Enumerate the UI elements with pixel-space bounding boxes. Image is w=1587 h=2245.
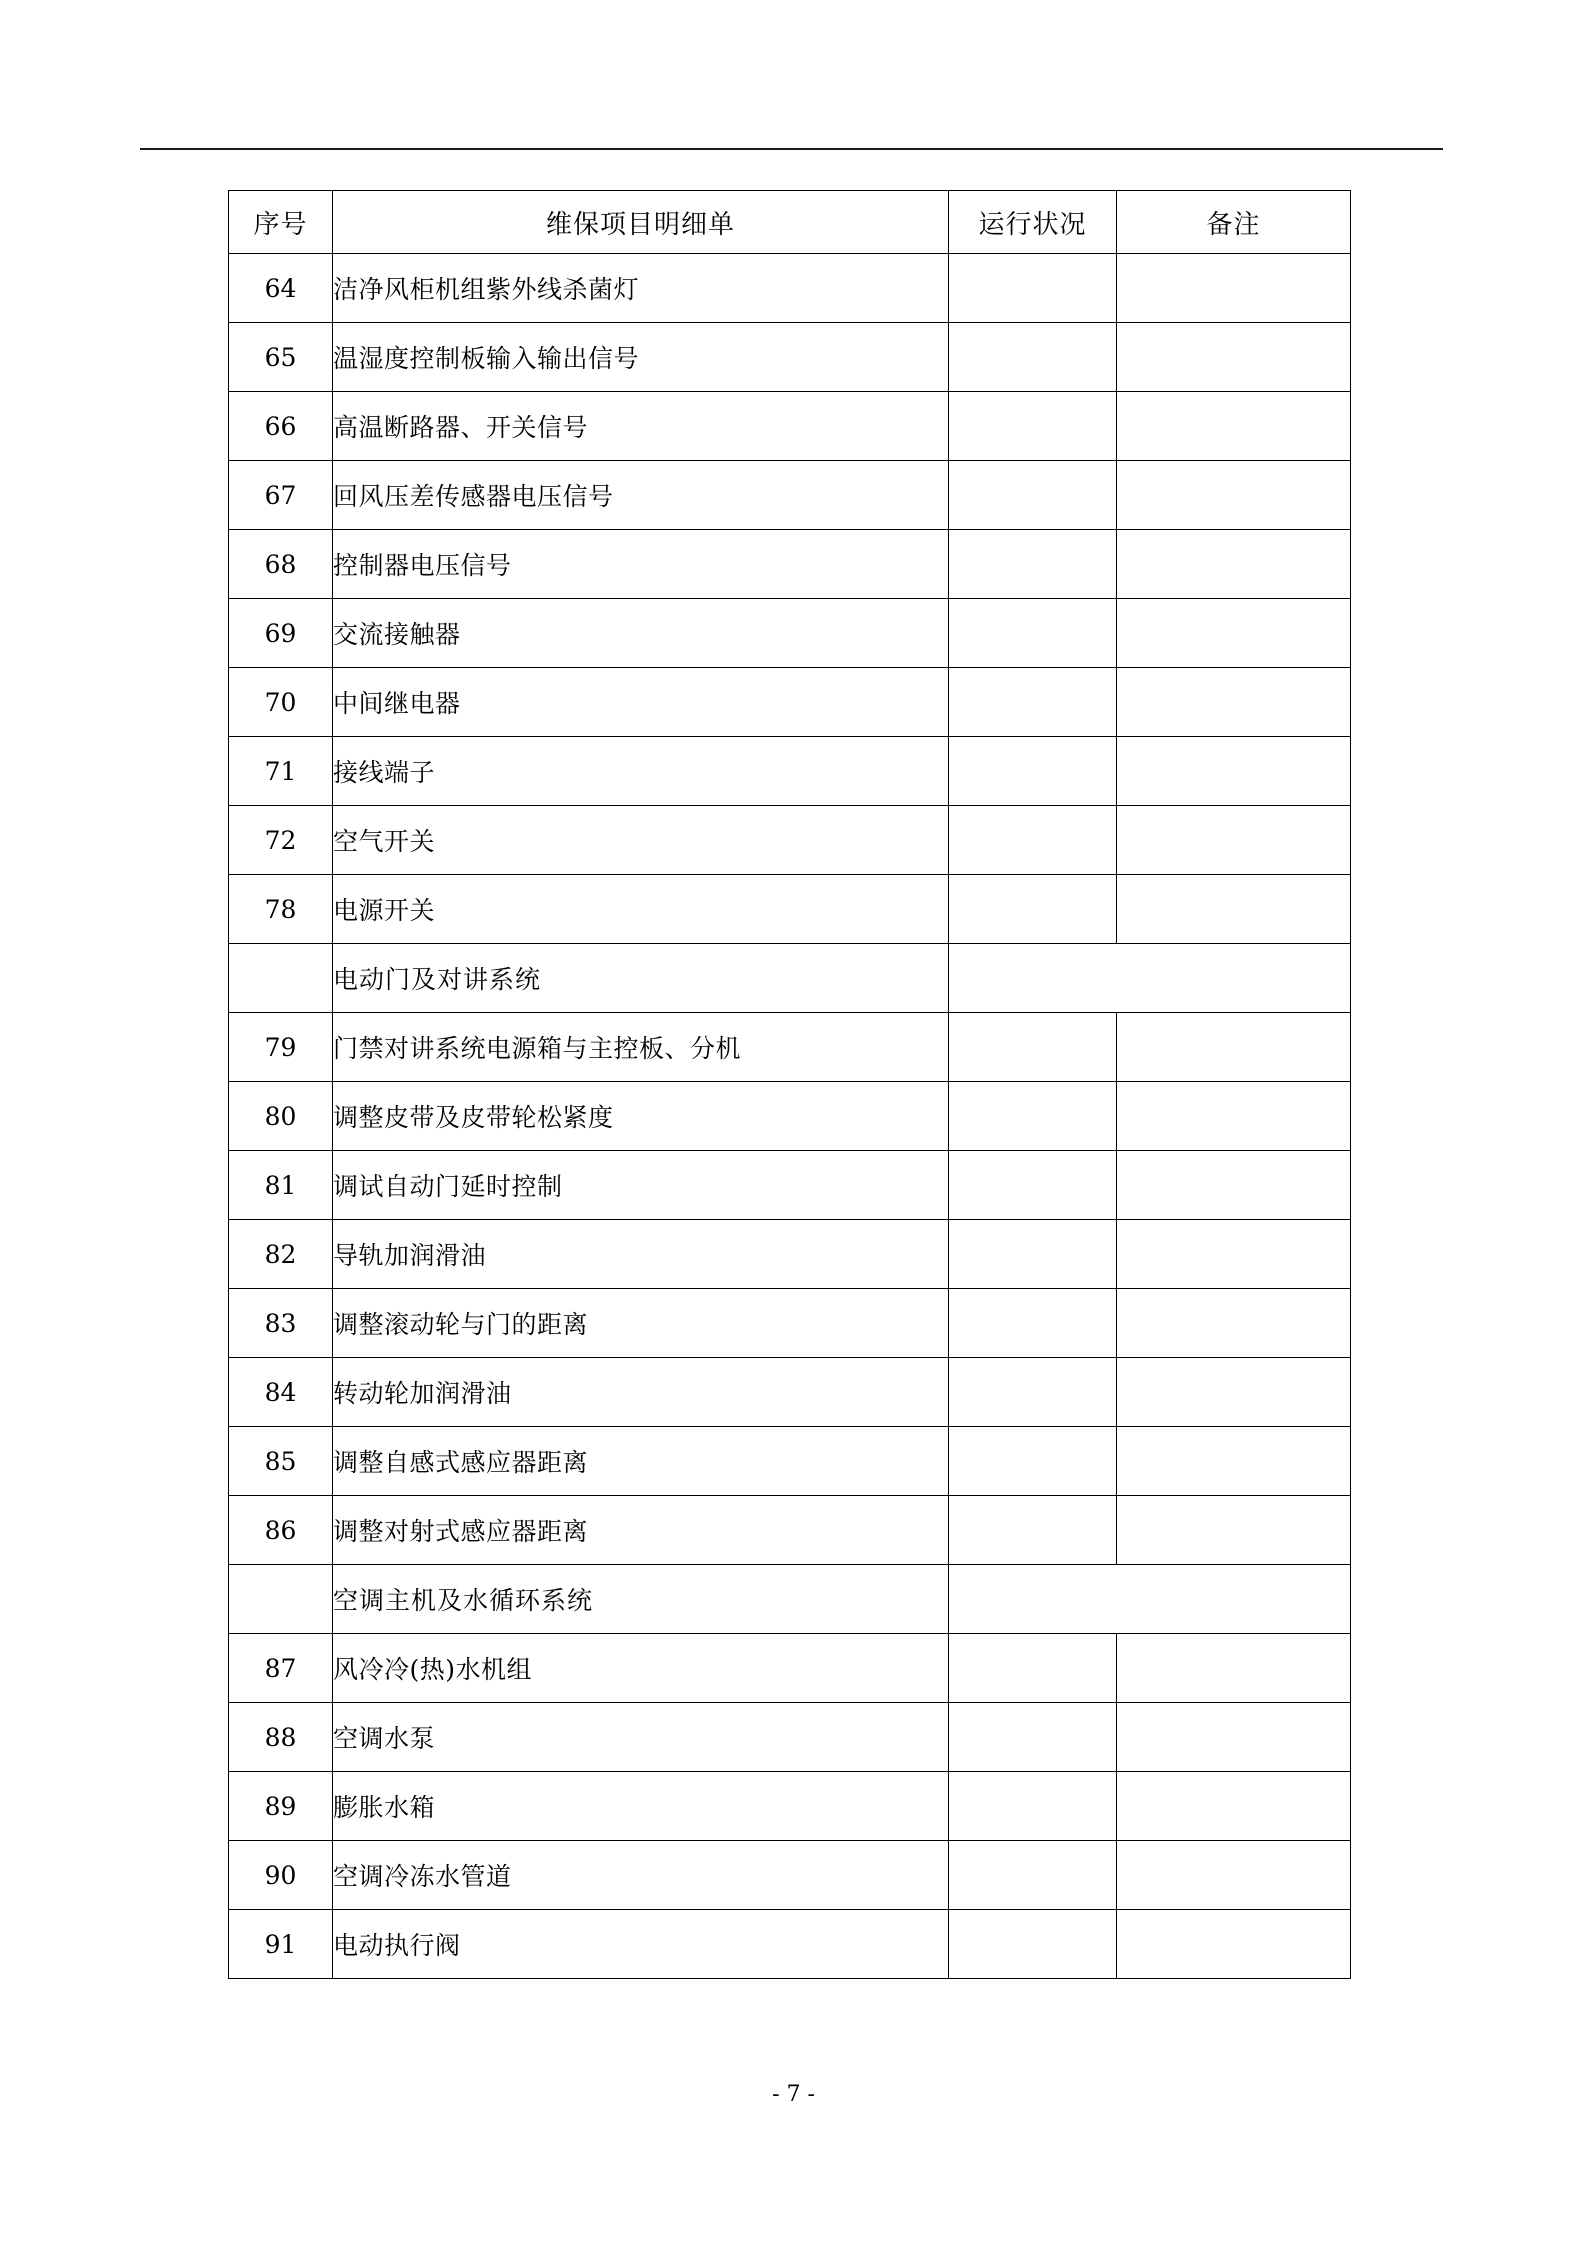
cell-no: 81 [229,1151,333,1220]
cell-item: 空气开关 [333,806,949,875]
cell-no: 89 [229,1772,333,1841]
table-header-row [229,191,1351,254]
cell-no: 84 [229,1358,333,1427]
table-row [229,668,1351,737]
cell-no: 86 [229,1496,333,1565]
cell-remark[interactable] [1117,530,1351,599]
cell-item: 风冷冷(热)水机组 [333,1634,949,1703]
cell-status[interactable] [949,1634,1117,1703]
cell-item: 门禁对讲系统电源箱与主控板、分机 [333,1013,949,1082]
cell-status[interactable] [949,806,1117,875]
cell-no: 91 [229,1910,333,1979]
cell-remark[interactable] [1117,737,1351,806]
cell-item: 洁净风柜机组紫外线杀菌灯 [333,254,949,323]
cell-no: 65 [229,323,333,392]
table-row [229,1358,1351,1427]
cell-status[interactable] [949,1910,1117,1979]
cell-remark[interactable] [1117,668,1351,737]
table-row [229,1841,1351,1910]
header-cell-status: 运行状况 [949,191,1117,254]
table-row [229,323,1351,392]
maintenance-table-container [228,190,1350,1979]
cell-item: 转动轮加润滑油 [333,1358,949,1427]
cell-status[interactable] [949,1427,1117,1496]
cell-item: 温湿度控制板输入输出信号 [333,323,949,392]
cell-item: 调整自感式感应器距离 [333,1427,949,1496]
cell-item: 高温断路器、开关信号 [333,392,949,461]
table-row [229,1772,1351,1841]
cell-remark[interactable] [1117,1220,1351,1289]
cell-status[interactable] [949,461,1117,530]
cell-no: 88 [229,1703,333,1772]
table-row [229,1703,1351,1772]
table-row [229,599,1351,668]
cell-item: 控制器电压信号 [333,530,949,599]
cell-status[interactable] [949,254,1117,323]
cell-item: 空调水泵 [333,1703,949,1772]
cell-no: 87 [229,1634,333,1703]
table-row [229,461,1351,530]
cell-remark[interactable] [1117,1634,1351,1703]
page-number: - 7 - [772,2082,815,2107]
cell-remark[interactable] [1117,1703,1351,1772]
cell-remark[interactable] [1117,323,1351,392]
cell-item: 回风压差传感器电压信号 [333,461,949,530]
cell-status[interactable] [949,392,1117,461]
cell-status[interactable] [949,875,1117,944]
cell-remark[interactable] [1117,1841,1351,1910]
maintenance-table [228,190,1351,1979]
cell-status[interactable] [949,1703,1117,1772]
cell-remark[interactable] [1117,1427,1351,1496]
section-title: 电动门及对讲系统 [333,944,949,1013]
table-row [229,530,1351,599]
cell-remark[interactable] [1117,1910,1351,1979]
cell-no [229,944,333,1013]
cell-item: 导轨加润滑油 [333,1220,949,1289]
cell-no: 68 [229,530,333,599]
cell-item: 调试自动门延时控制 [333,1151,949,1220]
cell-status[interactable] [949,1289,1117,1358]
cell-remark[interactable] [1117,599,1351,668]
table-section-row [229,944,1351,1013]
cell-no: 83 [229,1289,333,1358]
cell-status[interactable] [949,1082,1117,1151]
cell-status[interactable] [949,1496,1117,1565]
cell-item: 空调冷冻水管道 [333,1841,949,1910]
cell-remark[interactable] [1117,1358,1351,1427]
cell-remark[interactable] [1117,1151,1351,1220]
cell-item: 中间继电器 [333,668,949,737]
cell-no: 66 [229,392,333,461]
table-row [229,1013,1351,1082]
cell-no: 79 [229,1013,333,1082]
cell-status[interactable] [949,1772,1117,1841]
cell-remark[interactable] [1117,1289,1351,1358]
cell-remark[interactable] [1117,392,1351,461]
cell-remark[interactable] [1117,461,1351,530]
cell-item: 接线端子 [333,737,949,806]
table-row [229,806,1351,875]
cell-no: 64 [229,254,333,323]
cell-remark[interactable] [1117,254,1351,323]
table-row [229,1634,1351,1703]
table-section-row [229,1565,1351,1634]
cell-item: 交流接触器 [333,599,949,668]
cell-no: 71 [229,737,333,806]
cell-status[interactable] [949,668,1117,737]
cell-remark[interactable] [1117,1013,1351,1082]
cell-no: 82 [229,1220,333,1289]
cell-status[interactable] [949,1013,1117,1082]
cell-remark[interactable] [1117,1082,1351,1151]
header-divider [140,148,1443,150]
section-title: 空调主机及水循环系统 [333,1565,949,1634]
header-cell-no: 序号 [229,191,333,254]
table-row [229,1496,1351,1565]
cell-status[interactable] [949,1565,1351,1634]
cell-status[interactable] [949,1220,1117,1289]
header-cell-item: 维保项目明细单 [333,191,949,254]
cell-remark[interactable] [1117,1772,1351,1841]
cell-status[interactable] [949,944,1351,1013]
cell-status[interactable] [949,323,1117,392]
cell-no: 78 [229,875,333,944]
table-row [229,1220,1351,1289]
cell-item: 电源开关 [333,875,949,944]
table-row [229,1427,1351,1496]
cell-no: 67 [229,461,333,530]
cell-item: 调整滚动轮与门的距离 [333,1289,949,1358]
cell-no: 72 [229,806,333,875]
cell-no: 69 [229,599,333,668]
cell-status[interactable] [949,599,1117,668]
table-row [229,875,1351,944]
cell-no: 80 [229,1082,333,1151]
cell-item: 电动执行阀 [333,1910,949,1979]
table-row [229,1289,1351,1358]
cell-status[interactable] [949,1841,1117,1910]
cell-remark[interactable] [1117,875,1351,944]
cell-item: 调整对射式感应器距离 [333,1496,949,1565]
header-cell-remark: 备注 [1117,191,1351,254]
cell-item: 调整皮带及皮带轮松紧度 [333,1082,949,1151]
cell-status[interactable] [949,1358,1117,1427]
table-row [229,392,1351,461]
cell-item: 膨胀水箱 [333,1772,949,1841]
table-row [229,1910,1351,1979]
table-row [229,737,1351,806]
cell-status[interactable] [949,737,1117,806]
table-row [229,1082,1351,1151]
cell-no: 85 [229,1427,333,1496]
cell-status[interactable] [949,530,1117,599]
table-row [229,254,1351,323]
cell-no: 70 [229,668,333,737]
cell-remark[interactable] [1117,806,1351,875]
cell-no [229,1565,333,1634]
table-row [229,1151,1351,1220]
cell-remark[interactable] [1117,1496,1351,1565]
cell-status[interactable] [949,1151,1117,1220]
cell-no: 90 [229,1841,333,1910]
